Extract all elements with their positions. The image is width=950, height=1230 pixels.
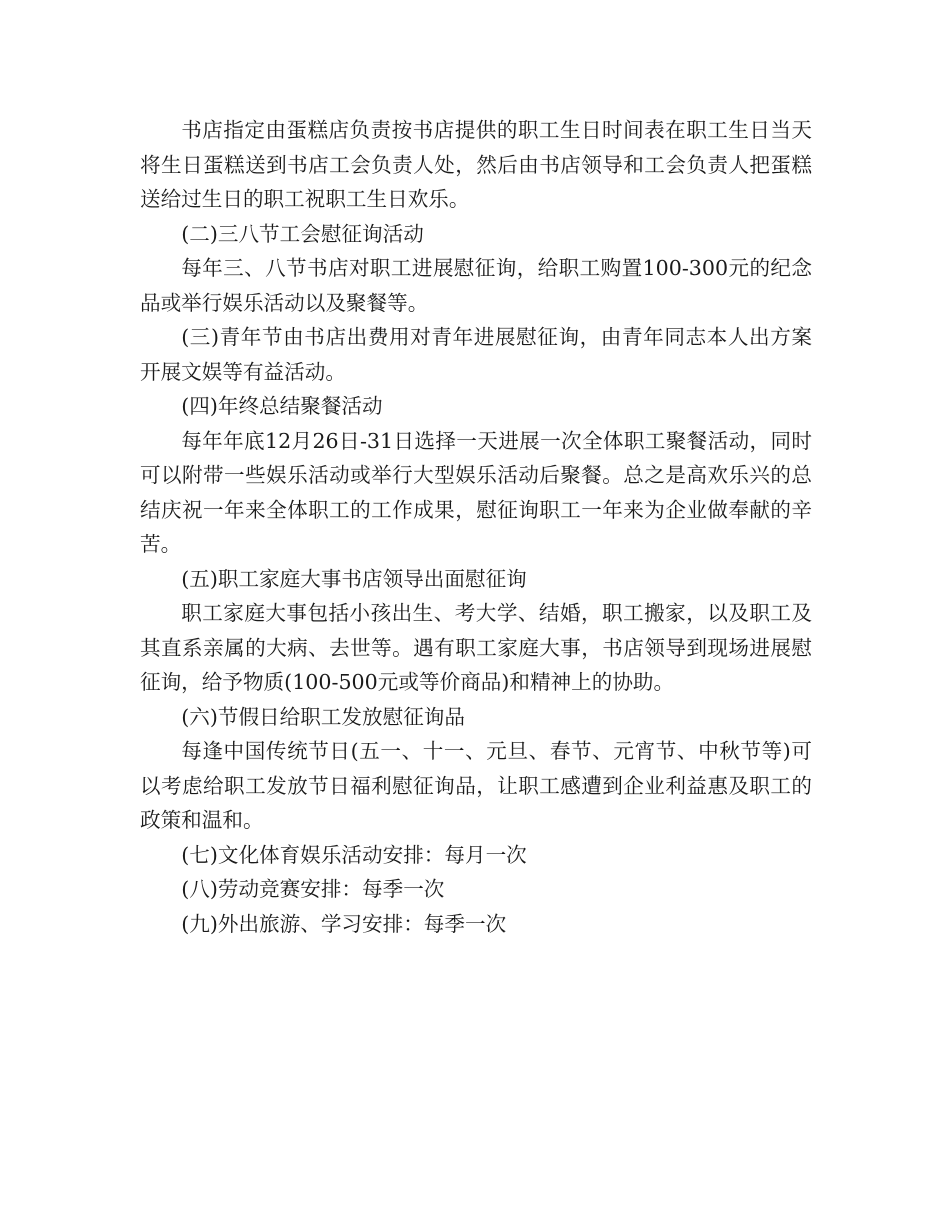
item-travel-study: (九)外出旅游、学习安排：每季一次 bbox=[181, 911, 507, 936]
heading-year-end-dinner: (四)年终总结聚餐活动 bbox=[181, 394, 383, 418]
heading-family-events: (五)职工家庭大事书店领导出面慰征询 bbox=[181, 566, 527, 591]
paragraph-womens-day: 每年三、八节书店对职工进展慰征询，给职工购置100-300元的纪念品或举行娱乐活动以及聚餐等。 bbox=[140, 256, 812, 315]
paragraph-year-end-dinner: 每年年底12月26日-31日选择一天进展一次全体职工聚餐活动，同时可以附带一些娱乐活动或举行大型娱乐活动后聚餐。总之是高欢乐兴的总结庆祝一年来全体职工的工作成果，慰征询职工一年来为企业做奉献的辛苦。 bbox=[140, 428, 812, 556]
paragraph-youth-day: (三)青年节由书店出费用对青年进展慰征询，由青年同志本人出方案开展文娱等有益活动。 bbox=[140, 325, 812, 384]
item-labor-competition: (八)劳动竞赛安排：每季一次 bbox=[181, 877, 445, 901]
heading-womens-day: (二)三八节工会慰征询活动 bbox=[181, 221, 424, 246]
item-culture-sports: (七)文化体育娱乐活动安排：每月一次 bbox=[181, 842, 527, 867]
heading-holiday-gifts: (六)节假日给职工发放慰征询品 bbox=[181, 704, 465, 729]
paragraph-birthday-cake: 书店指定由蛋糕店负责按书店提供的职工生日时间表在职工生日当天将生日蛋糕送到书店工会负责人处，然后由书店领导和工会负责人把蛋糕送给过生日的职工祝职工生日欢乐。 bbox=[140, 118, 812, 211]
paragraph-family-events: 职工家庭大事包括小孩出生、考大学、结婚，职工搬家，以及职工及其直系亲属的大病、去世等。遇有职工家庭大事，书店领导到现场进展慰征询，给予物质(100-500元或等价商品)和精神上的协助。 bbox=[140, 601, 812, 694]
document-body bbox=[140, 113, 812, 941]
paragraph-holiday-gifts: 每逢中国传统节日(五一、十一、元旦、春节、元宵节、中秋节等)可以考虑给职工发放节日福利慰征询品，让职工感遭到企业利益惠及职工的政策和温和。 bbox=[140, 739, 812, 832]
